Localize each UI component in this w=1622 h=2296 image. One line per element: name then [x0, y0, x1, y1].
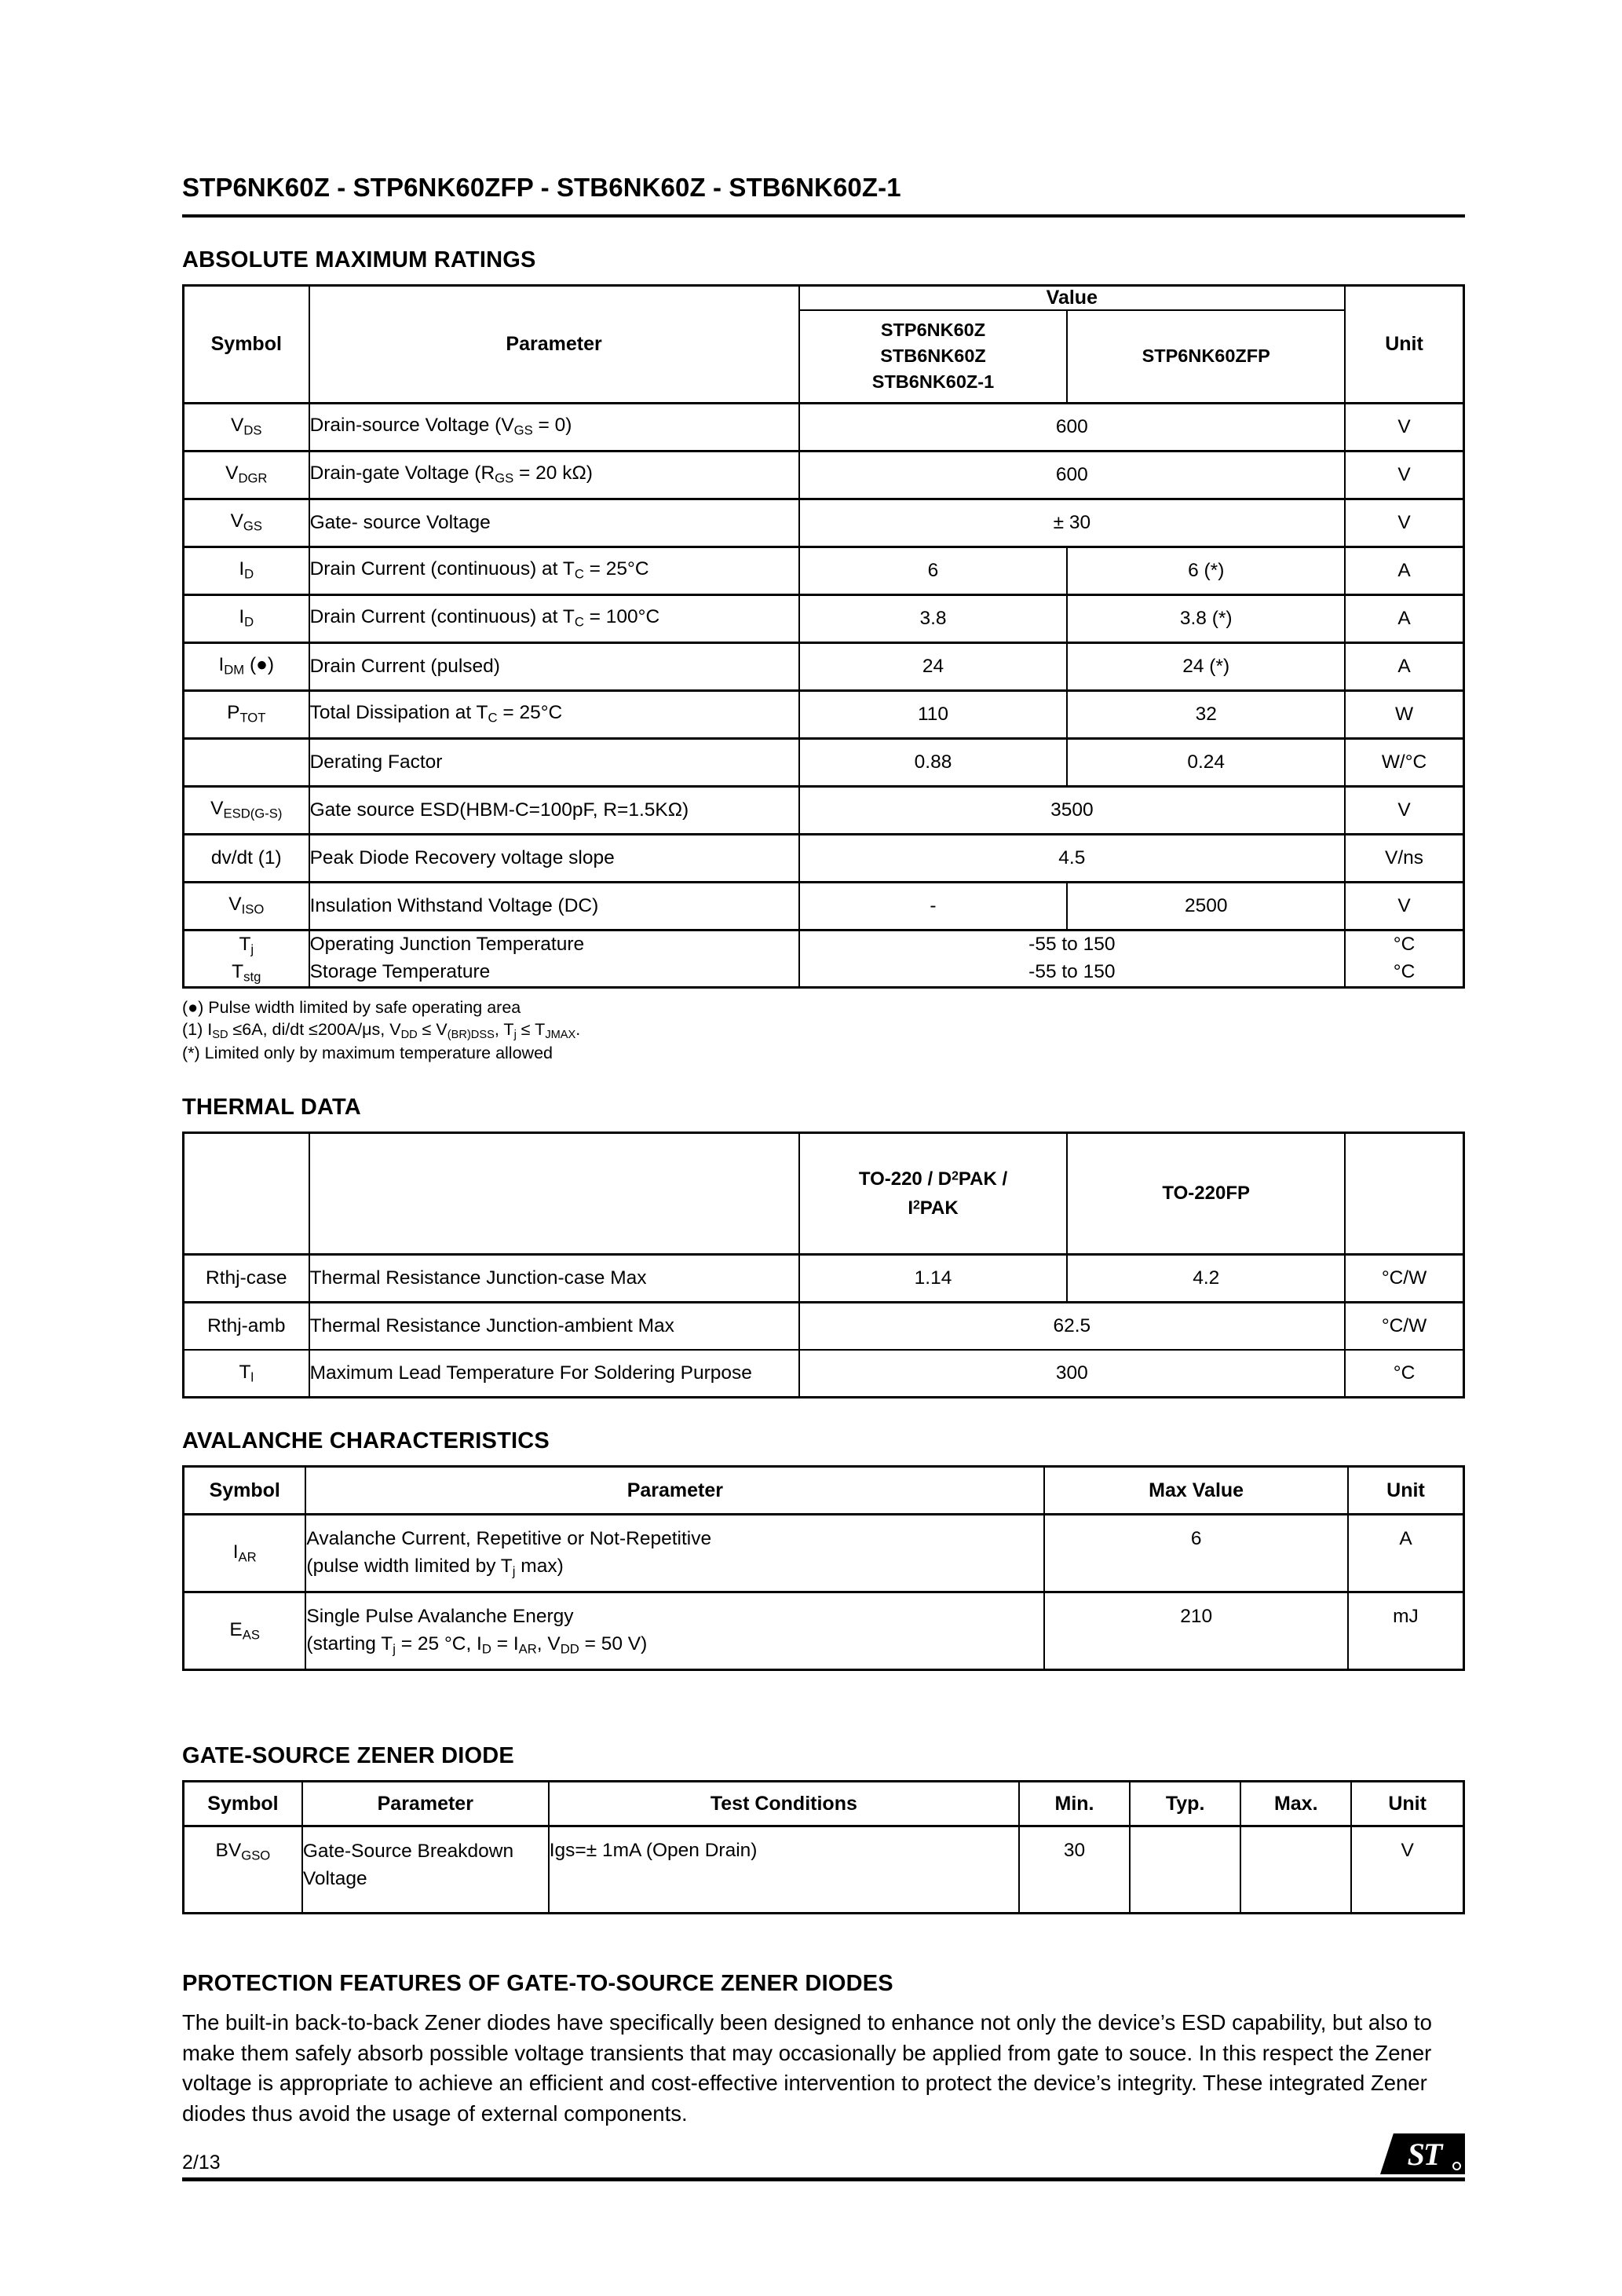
- cell-symbol-iar: $I_{AR}$: [184, 1515, 306, 1592]
- param-iar-line2: (pulse width limited by $T_j$ max): [306, 1555, 564, 1579]
- cell-value-group-a: -: [799, 882, 1068, 930]
- cell-symbol: $I_D$: [184, 547, 309, 594]
- cell-value: 4.5: [799, 834, 1345, 882]
- cell-value-temperatures: [799, 930, 1345, 988]
- cell-symbol-rthj-amb: Rthj-amb: [184, 1303, 309, 1351]
- th-avalanche-max-value: Max Value: [1044, 1467, 1348, 1515]
- page-footer: [182, 2129, 1465, 2181]
- avalanche-header-row: [184, 1467, 1464, 1515]
- cell-unit-iar: A: [1348, 1515, 1464, 1592]
- table-row-temperatures: [184, 930, 1464, 988]
- cell-symbol: dv/dt (1): [184, 834, 309, 882]
- cell-symbol: $I_{DM}$ (●): [184, 642, 309, 690]
- value-operating-junction-temp: -55 to 150: [1028, 934, 1116, 956]
- cell-parameter: Total Dissipation at $T_C = 25^\circ C$: [309, 690, 799, 738]
- th-package-line1: $TO-220 / D^2PAK$ /: [858, 1168, 1008, 1190]
- th-value: Value: [799, 285, 1345, 310]
- cell-value-iar: 6: [1044, 1515, 1348, 1592]
- param-eas-line1: Single Pulse Avalanche Energy: [306, 1606, 574, 1628]
- gate-source-zener-diode-table: [182, 1780, 1465, 1914]
- cell-unit: V: [1345, 882, 1463, 930]
- th-avalanche-unit: Unit: [1348, 1467, 1464, 1515]
- cell-unit: V: [1345, 451, 1463, 499]
- table-row: [184, 1515, 1464, 1592]
- cell-min-bvgso: 30: [1019, 1826, 1130, 1914]
- cell-value-group-b: 24 (*): [1067, 642, 1345, 690]
- table-row: [184, 642, 1464, 690]
- cell-parameter: Peak Diode Recovery voltage slope: [309, 834, 799, 882]
- cell-unit: V: [1345, 499, 1463, 547]
- absolute-maximum-ratings-table: [182, 284, 1465, 989]
- cell-value: 3500: [799, 786, 1345, 834]
- th-zener-parameter: Parameter: [302, 1782, 549, 1826]
- cell-unit-temperatures: [1345, 930, 1463, 988]
- cell-parameter-temperatures: [309, 930, 799, 988]
- cell-unit: W: [1345, 690, 1463, 738]
- symbol-tstg: $T_{stg}$: [232, 960, 261, 985]
- cell-parameter: Drain-source Voltage $(V_{GS} = 0)$: [309, 403, 799, 451]
- cell-unit: V/ns: [1345, 834, 1463, 882]
- cell-symbol: $P_{TOT}$: [184, 690, 309, 738]
- cell-value: ± 30: [799, 499, 1345, 547]
- cell-symbol: [184, 738, 309, 786]
- th-unit: Unit: [1345, 285, 1463, 403]
- cell-unit-rthj-case: °C/W: [1345, 1255, 1463, 1303]
- th-zener-min: Min.: [1019, 1782, 1130, 1826]
- cell-symbol-temperatures: [184, 930, 309, 988]
- cell-value-group-a: 24: [799, 642, 1068, 690]
- logo-text: ST: [1407, 2136, 1441, 2172]
- cell-symbol: $I_D$: [184, 594, 309, 642]
- table-row: [184, 690, 1464, 738]
- param-iar-line1: Avalanche Current, Repetitive or Not-Repetitive: [306, 1528, 712, 1550]
- cell-parameter: Insulation Withstand Voltage (DC): [309, 882, 799, 930]
- th-avalanche-parameter: Parameter: [305, 1467, 1044, 1515]
- header-divider: [182, 214, 1465, 218]
- cell-value: 600: [799, 403, 1345, 451]
- cell-unit: A: [1345, 594, 1463, 642]
- cell-symbol: $V_{GS}$: [184, 499, 309, 547]
- param-eas-line2: (starting $T_j = 25$ °C, $I_D = I_{AR}$, $V_{DD} = 50$ V): [306, 1632, 648, 1657]
- section-heading-gate-source-zener-diode: GATE-SOURCE ZENER DIODE: [182, 1743, 514, 1769]
- table-header-row: [184, 285, 1464, 310]
- cell-parameter-tl: Maximum Lead Temperature For Soldering Purpose: [309, 1350, 799, 1398]
- cell-parameter-rthj-case: Thermal Resistance Junction-case Max: [309, 1255, 799, 1303]
- cell-unit: W/°C: [1345, 738, 1463, 786]
- cell-unit: A: [1345, 547, 1463, 594]
- cell-value-rthj-case-a: 1.14: [799, 1255, 1068, 1303]
- cell-value-rthj-amb: 62.5: [799, 1303, 1345, 1351]
- cell-parameter-bvgso: [302, 1826, 549, 1914]
- th-thermal-symbol-blank: [184, 1133, 309, 1255]
- cell-symbol: $V_{ESD(G-S)}$: [184, 786, 309, 834]
- cell-parameter: Drain Current (continuous) at $T_C = 25^\circ C$: [309, 547, 799, 594]
- table-row: [184, 1303, 1464, 1351]
- cell-value-group-b: 3.8 (*): [1067, 594, 1345, 642]
- cell-unit: A: [1345, 642, 1463, 690]
- section-heading-absolute-maximum-ratings: ABSOLUTE MAXIMUM RATINGS: [182, 247, 536, 272]
- cell-symbol: $V_{ISO}$: [184, 882, 309, 930]
- cell-value-group-a: 110: [799, 690, 1068, 738]
- cell-value-group-b: 2500: [1067, 882, 1345, 930]
- page-number: 2/13: [182, 2152, 221, 2174]
- thermal-header-row: [184, 1133, 1464, 1255]
- unit-storage-temp: °C: [1393, 960, 1416, 982]
- thermal-data-table: [182, 1132, 1465, 1398]
- footnote-bullet: (●) Pulse width limited by safe operating area: [182, 998, 521, 1018]
- cell-symbol-tl: $T_l$: [184, 1350, 309, 1398]
- cell-symbol: $V_{DS}$: [184, 403, 309, 451]
- table-row: [184, 882, 1464, 930]
- param-operating-junction-temp: Operating Junction Temperature: [309, 934, 585, 956]
- cell-parameter-rthj-amb: Thermal Resistance Junction-ambient Max: [309, 1303, 799, 1351]
- table-row: [184, 738, 1464, 786]
- section-heading-thermal-data: THERMAL DATA: [182, 1095, 361, 1121]
- th-device-group-a: [799, 310, 1068, 404]
- th-zener-max: Max.: [1240, 1782, 1351, 1826]
- th-package-to220fp: TO-220FP: [1067, 1133, 1345, 1255]
- value-storage-temp: -55 to 150: [1028, 960, 1116, 982]
- th-device-a2: STB6NK60Z: [880, 345, 986, 366]
- cell-unit: V: [1345, 786, 1463, 834]
- section-heading-protection-features: PROTECTION FEATURES OF GATE-TO-SOURCE ZENER DIODES: [182, 1971, 893, 1997]
- th-thermal-unit-blank: [1345, 1133, 1463, 1255]
- footnote-star: (*) Limited only by maximum temperature allowed: [182, 1044, 553, 1063]
- th-package-line2: $I^2PAK$: [908, 1197, 959, 1219]
- th-parameter: Parameter: [309, 285, 799, 403]
- param-storage-temp: Storage Temperature: [309, 960, 491, 982]
- symbol-tj: $T_j$: [239, 933, 254, 957]
- cell-value-group-a: 0.88: [799, 738, 1068, 786]
- cell-value: 600: [799, 451, 1345, 499]
- cell-parameter: Derating Factor: [309, 738, 799, 786]
- cell-unit-rthj-amb: °C/W: [1345, 1303, 1463, 1351]
- table-row: [184, 547, 1464, 594]
- th-zener-test-conditions: Test Conditions: [549, 1782, 1019, 1826]
- table-row: [184, 834, 1464, 882]
- th-avalanche-symbol: Symbol: [184, 1467, 306, 1515]
- section-spacer: [182, 1914, 1465, 1971]
- cell-symbol-bvgso: $BV_{GSO}$: [184, 1826, 302, 1914]
- unit-operating-junction-temp: °C: [1393, 934, 1416, 956]
- cell-parameter-iar: [305, 1515, 1044, 1592]
- cell-symbol: $V_{DGR}$: [184, 451, 309, 499]
- th-device-group-b: STP6NK60ZFP: [1067, 310, 1345, 404]
- th-package-to220-d2pak-i2pak: [799, 1133, 1068, 1255]
- section-heading-avalanche-characteristics: AVALANCHE CHARACTERISTICS: [182, 1428, 550, 1454]
- registered-mark-icon: [1452, 2162, 1461, 2170]
- cell-parameter: Gate- source Voltage: [309, 499, 799, 547]
- cell-test-conditions-bvgso: Igs=± 1mA (Open Drain): [549, 1826, 1019, 1914]
- st-logo-icon: [1380, 2133, 1465, 2174]
- table-row: [184, 1350, 1464, 1398]
- cell-parameter: Gate source ESD(HBM-C=100pF, R=1.5KΩ): [309, 786, 799, 834]
- table-row: [184, 499, 1464, 547]
- cell-value-eas: 210: [1044, 1592, 1348, 1670]
- zener-header-row: [184, 1782, 1464, 1826]
- cell-max-bvgso: [1240, 1826, 1351, 1914]
- cell-symbol-eas: $E_{AS}$: [184, 1592, 306, 1670]
- absolute-maximum-ratings-footnotes: [182, 997, 1465, 1065]
- footnote-1: (1) $I_{SD} \le 6A$, di/dt ≤200A/μs, $V_{DD} \le V_{(BR)DSS}$, $T_j \le T_{JMAX}$.: [182, 1020, 581, 1042]
- th-device-a1: STP6NK60Z: [880, 319, 986, 340]
- table-row: [184, 594, 1464, 642]
- table-row: [184, 1255, 1464, 1303]
- cell-parameter-eas: [305, 1592, 1044, 1670]
- cell-value-tl: 300: [799, 1350, 1345, 1398]
- param-bvgso-line2: Voltage: [302, 1867, 367, 1889]
- cell-unit-bvgso: V: [1351, 1826, 1463, 1914]
- cell-unit: V: [1345, 403, 1463, 451]
- table-row: [184, 786, 1464, 834]
- cell-symbol-rthj-case: Rthj-case: [184, 1255, 309, 1303]
- table-row: [184, 403, 1464, 451]
- cell-unit-eas: mJ: [1348, 1592, 1464, 1670]
- table-row: [184, 451, 1464, 499]
- table-row: [184, 1592, 1464, 1670]
- th-zener-unit: Unit: [1351, 1782, 1463, 1826]
- th-device-a3: STB6NK60Z-1: [871, 371, 995, 393]
- section-spacer: [182, 1671, 1465, 1717]
- footer-divider: [182, 2177, 1465, 2181]
- th-symbol: Symbol: [184, 285, 309, 403]
- th-zener-symbol: Symbol: [184, 1782, 302, 1826]
- protection-features-paragraph: The built-in back-to-back Zener diodes have specifically been designed to enhance not only the device’s ESD capability, but also to make them safely absorb possible voltage transients that may occasionally be applied from gate to souce. In this respect the Zener voltage is appropriate to achieve an efficient and cost-effective intervention to protect the device’s integrity. These integrated Zener diodes thus avoid the usage of external components.: [182, 2010, 1432, 2126]
- cell-parameter: Drain Current (continuous) at $T_C = 100^\circ C$: [309, 594, 799, 642]
- avalanche-characteristics-table: [182, 1465, 1465, 1671]
- cell-value-group-a: 6: [799, 547, 1068, 594]
- cell-value-group-b: 32: [1067, 690, 1345, 738]
- cell-parameter: Drain Current (pulsed): [309, 642, 799, 690]
- th-zener-typ: Typ.: [1130, 1782, 1240, 1826]
- th-thermal-parameter-blank: [309, 1133, 799, 1255]
- param-bvgso-line1: Gate-Source Breakdown: [302, 1841, 514, 1863]
- cell-unit-tl: °C: [1345, 1350, 1463, 1398]
- cell-value-group-b: 0.24: [1067, 738, 1345, 786]
- cell-value-group-b: 6 (*): [1067, 547, 1345, 594]
- cell-value-group-a: 3.8: [799, 594, 1068, 642]
- cell-value-rthj-case-b: 4.2: [1067, 1255, 1345, 1303]
- table-row: [184, 1826, 1464, 1914]
- cell-typ-bvgso: [1130, 1826, 1240, 1914]
- page-title: STP6NK60Z - STP6NK60ZFP - STB6NK60Z - STB6NK60Z-1: [182, 173, 901, 202]
- cell-parameter: Drain-gate Voltage ($R_{GS} = 20$ kΩ): [309, 451, 799, 499]
